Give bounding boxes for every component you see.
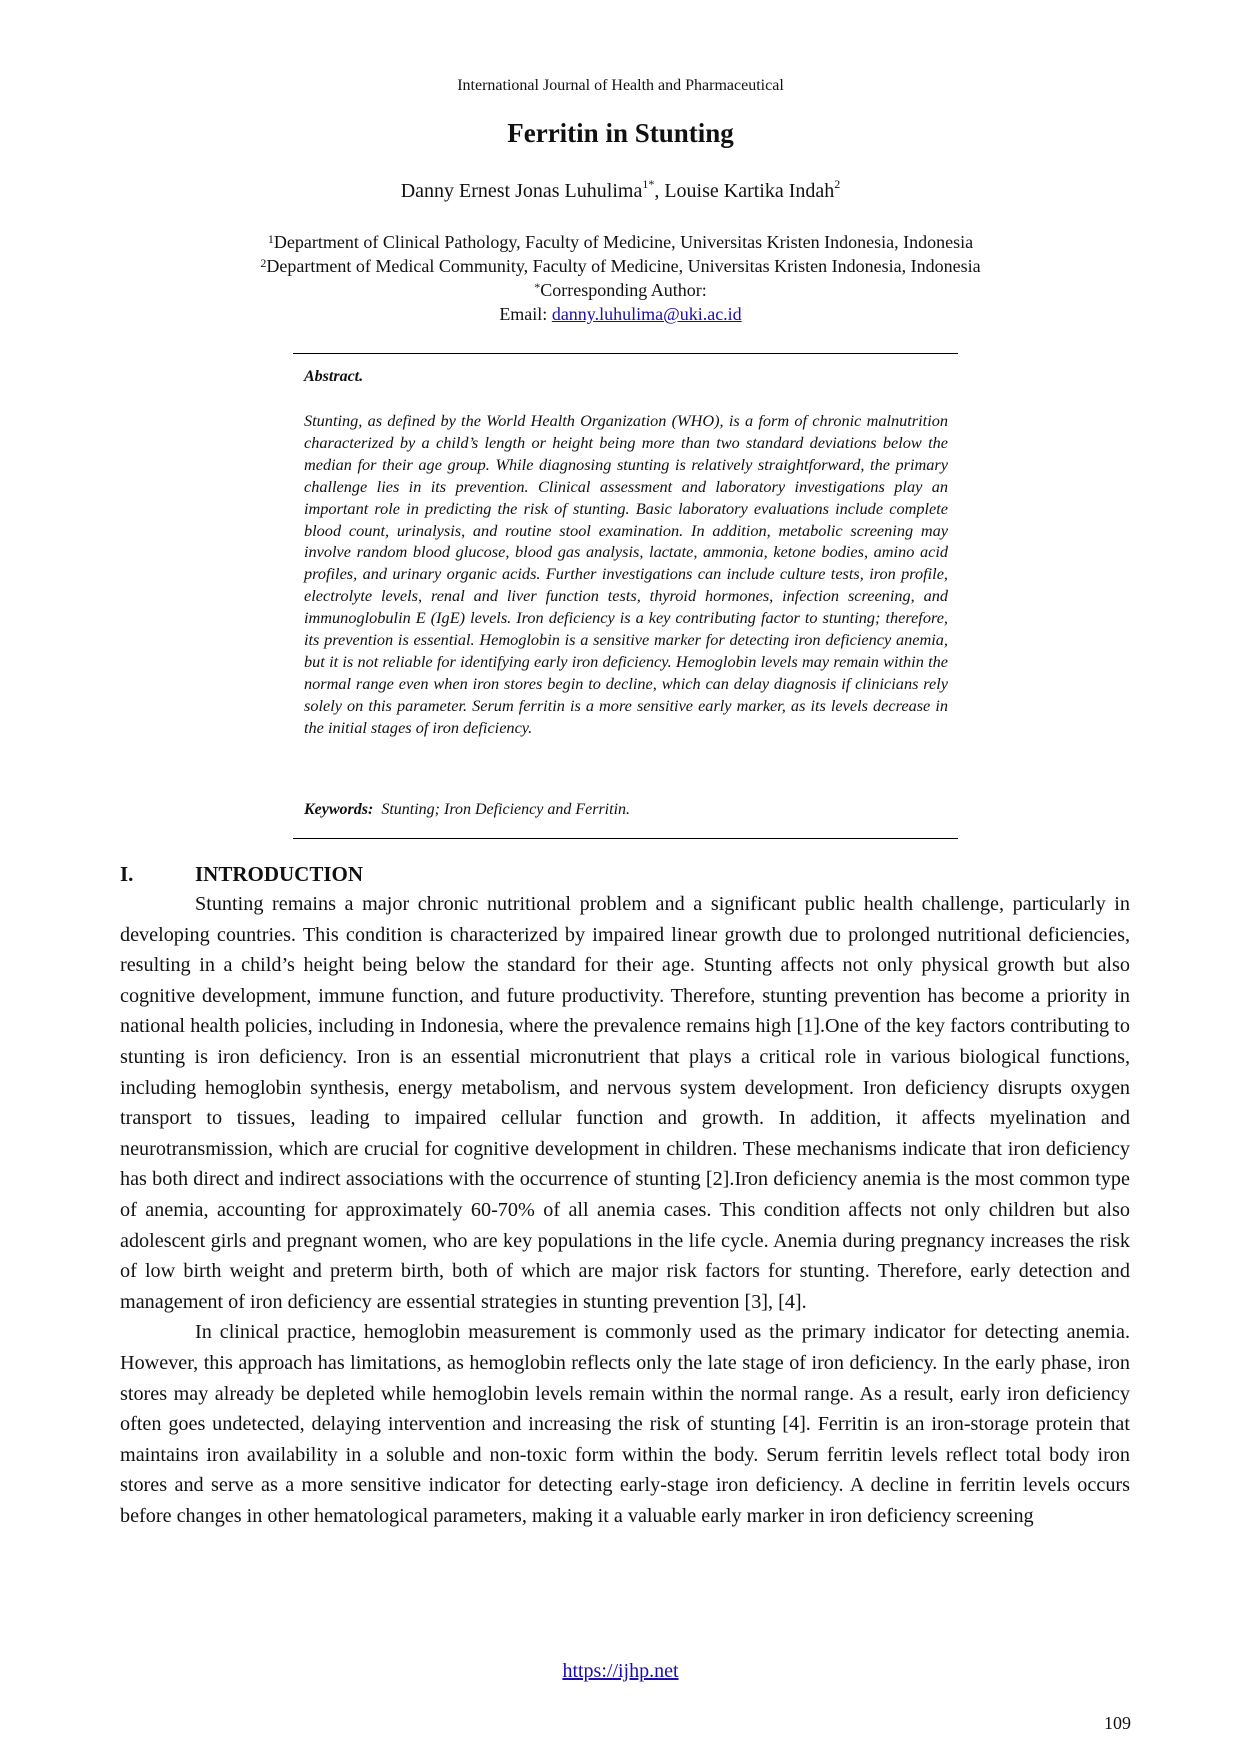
affiliations xyxy=(0,230,1241,326)
journal-name: International Journal of Health and Pharmaceutical xyxy=(457,77,784,94)
abstract-text: Stunting, as defined by the World Health Organization (WHO), is a form of chronic malnutrition characterized by a child’s length or height being more than two standard deviations below the median for their age group. While diagnosing stunting is relatively straightforward, the primary challenge lies in its prevention. Clinical assessment and laboratory investigations play an important role in predicting the risk of stunting. Basic laboratory evaluations include complete blood count, urinalysis, and routine stool examination. In addition, metabolic screening may involve random blood glucose, blood gas analysis, lactate, ammonia, ketone bodies, amino acid profiles, and urinary organic acids. Further investigations can include culture tests, iron profile, electrolyte levels, renal and liver function tests, thyroid hormones, infection screening, and immunoglobulin E (IgE) levels. Iron deficiency is a key contributing factor to stunting; therefore, its prevention is essential. Hemoglobin is a sensitive marker for detecting iron deficiency anemia, but it is not reliable for identifying early iron deficiency. Hemoglobin levels may remain within the normal range even when iron stores begin to decline, which can delay diagnosis if clinicians rely solely on this parameter. Serum ferritin is a more sensitive early marker, as its levels decrease in the initial stages of iron deficiency. xyxy=(304,411,948,737)
section-heading xyxy=(120,862,363,887)
affiliation-2-superscript: 2 xyxy=(260,256,267,270)
corresponding-author-label: Corresponding Author: xyxy=(540,280,707,300)
affiliation-1-superscript: 1 xyxy=(267,232,274,246)
corresponding-author xyxy=(0,278,1241,302)
corresponding-superscript: * xyxy=(534,280,541,294)
author-2: Louise Kartika Indah xyxy=(664,180,835,202)
affiliation-2-text: Department of Medical Community, Faculty of Medicine, Universitas Kristen Indonesia, Indonesia xyxy=(266,256,981,276)
email-line xyxy=(0,302,1241,326)
author-line xyxy=(0,177,1241,203)
email-link[interactable]: danny.luhulima@uki.ac.id xyxy=(551,304,742,324)
keywords-text: Stunting; Iron Deficiency and Ferritin. xyxy=(381,801,631,818)
abstract-bottom-rule xyxy=(293,838,958,839)
paper-title: Ferritin in Stunting xyxy=(507,118,734,148)
affiliation-2 xyxy=(0,254,1241,278)
author-separator: , xyxy=(654,180,665,202)
affiliation-1-text: Department of Clinical Pathology, Faculty of Medicine, Universitas Kristen Indonesia, Indonesia xyxy=(273,232,974,252)
footer-url-link[interactable]: https://ijhp.net xyxy=(562,1660,679,1682)
page-number: 109 xyxy=(1104,1713,1131,1733)
body-paragraph-2: In clinical practice, hemoglobin measurement is commonly used as the primary indicator for detecting anemia. However, this approach has limitations, as hemoglobin reflects only the late stage of iron deficiency. In the early phase, iron stores may already be depleted while hemoglobin levels remain within the normal range. As a result, early iron deficiency often goes undetected, delaying intervention and increasing the risk of stunting [4]. Ferritin is an iron-storage protein that maintains iron availability in a soluble and non-toxic form within the body. Serum ferritin levels reflect total body iron stores and serve as a more sensitive indicator for detecting early-stage iron deficiency. A decline in ferritin levels occurs before changes in other hematological parameters, making it a valuable early marker in iron deficiency screening xyxy=(120,1321,1130,1527)
keywords xyxy=(304,801,630,819)
section-title: INTRODUCTION xyxy=(195,862,364,886)
author-1-superscript: 1* xyxy=(642,177,655,191)
email-label: Email: xyxy=(499,304,552,324)
body-paragraph-1: Stunting remains a major chronic nutritional problem and a significant public health challenge, particularly in developing countries. This condition is characterized by impaired linear growth due to prolonged nutritional deficiencies, resulting in a child’s height being below the standard for their age. Stunting affects not only physical growth but also cognitive development, immune function, and future productivity. Therefore, stunting prevention has become a priority in national health policies, including in Indonesia, where the prevalence remains high [1].One of the key factors contributing to stunting is iron deficiency. Iron is an essential micronutrient that plays a critical role in various biological functions, including hemoglobin synthesis, energy metabolism, and nervous system development. Iron deficiency disrupts oxygen transport to tissues, leading to impaired cellular function and growth. In addition, it affects myelination and neurotransmission, which are crucial for cognitive development in children. These mechanisms indicate that iron deficiency has both direct and indirect associations with the occurrence of stunting [2].Iron deficiency anemia is the most common type of anemia, accounting for approximately 60-70% of all anemia cases. This condition affects not only children but also adolescent girls and pregnant women, who are key populations in the life cycle. Anemia during pregnancy increases the risk of low birth weight and preterm birth, both of which are major risk factors for stunting. Therefore, early detection and management of iron deficiency are essential strategies in stunting prevention [3], [4]. xyxy=(120,893,1130,1313)
author-1: Danny Ernest Jonas Luhulima xyxy=(400,180,643,202)
introduction-body xyxy=(120,889,1130,1531)
abstract-top-rule xyxy=(293,353,958,354)
abstract-heading: Abstract. xyxy=(304,368,364,385)
author-2-superscript: 2 xyxy=(834,177,841,191)
footer-url xyxy=(0,1660,1241,1683)
affiliation-1 xyxy=(0,230,1241,254)
section-number: I. xyxy=(120,862,134,886)
keywords-label: Keywords: xyxy=(304,801,374,818)
